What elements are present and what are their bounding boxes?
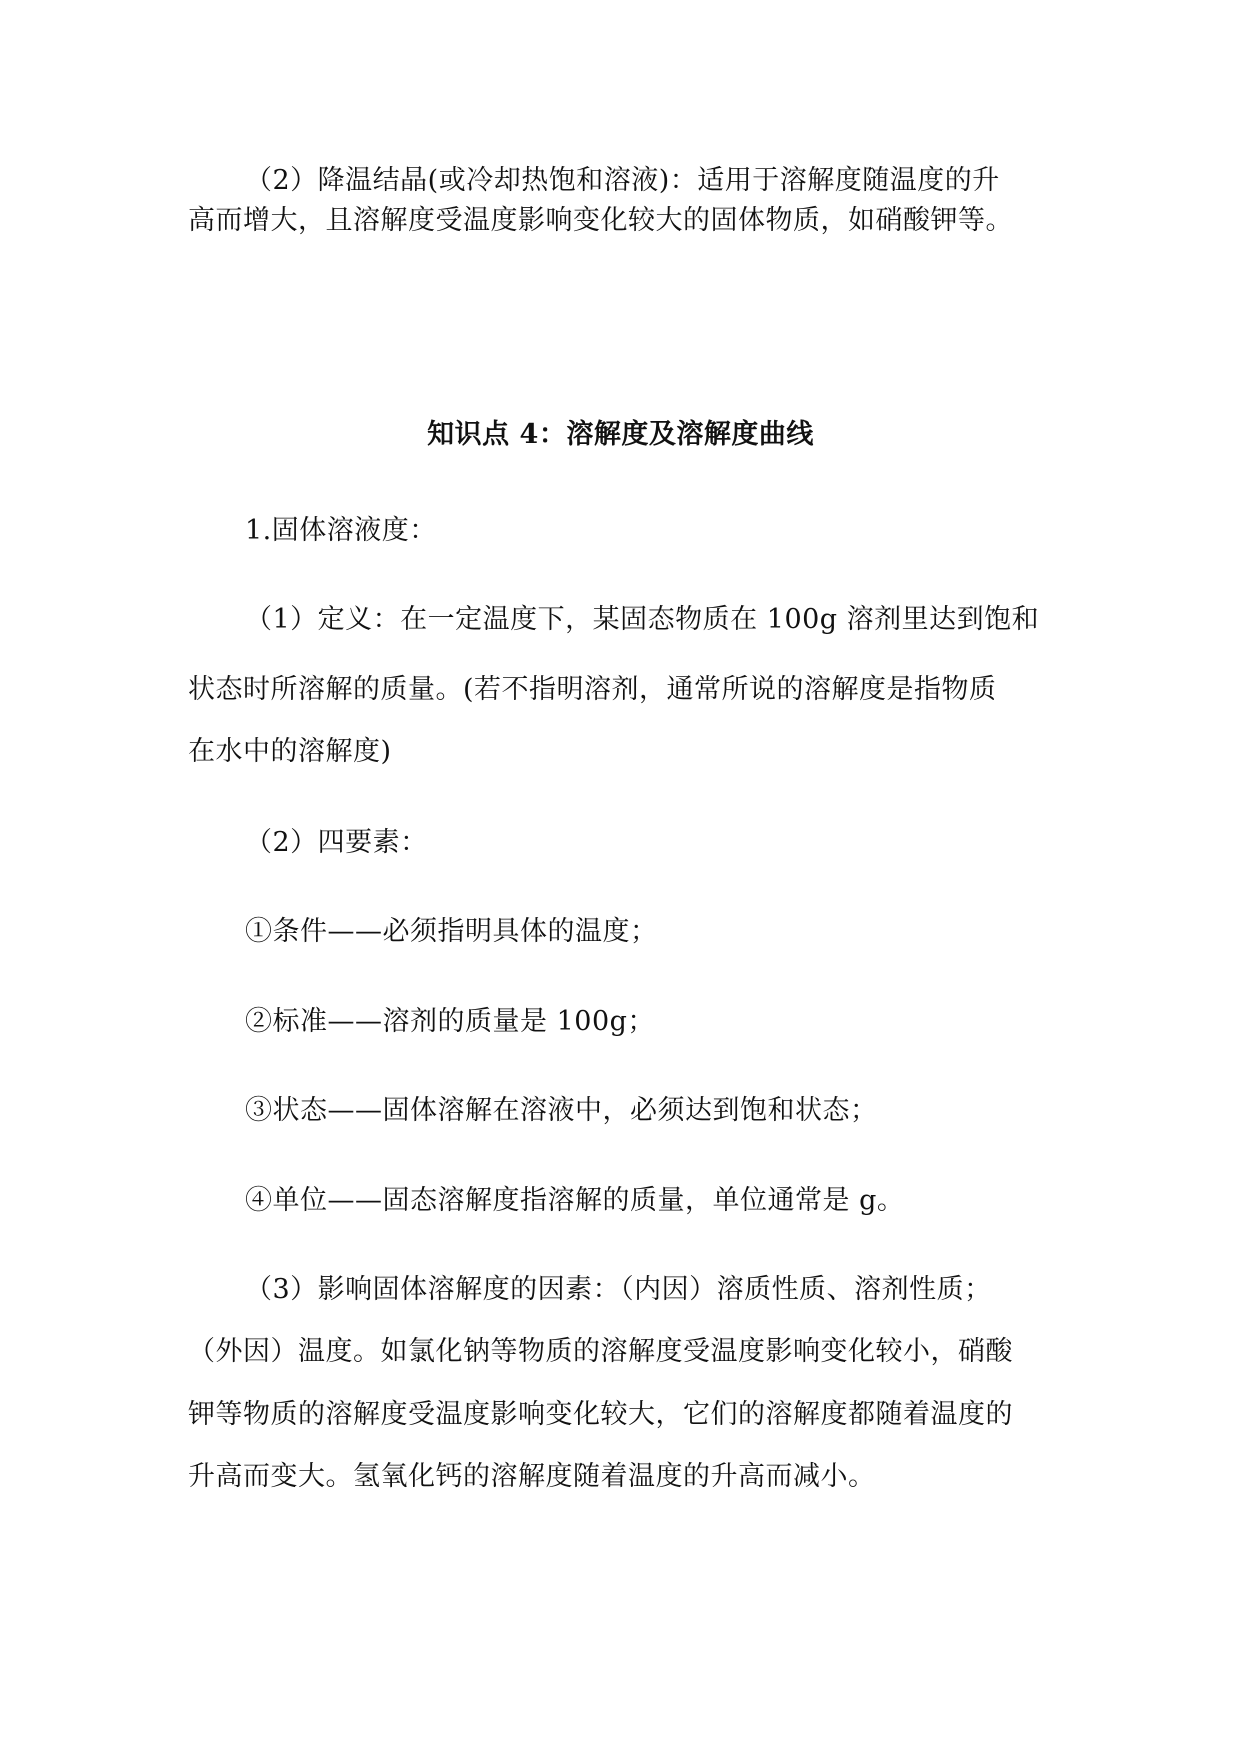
definition-line-2: 状态时所溶解的质量。(若不指明溶剂，通常所说的溶解度是指物质 — [188, 674, 997, 705]
element-unit: ④单位——固态溶解度指溶解的质量，单位通常是 g。 — [245, 1185, 905, 1216]
factors-line-3: 钾等物质的溶解度受温度影响变化较大，它们的溶解度都随着温度的 — [188, 1399, 1013, 1430]
factors-line-1: （3）影响固体溶解度的因素：（内因）溶质性质、溶剂性质； — [245, 1274, 992, 1305]
paragraph-cooling-crystallization-line-2: 高而增大，且溶解度受温度影响变化较大的固体物质，如硝酸钾等。 — [188, 205, 1013, 236]
factors-line-4: 升高而变大。氢氧化钙的溶解度随着温度的升高而减小。 — [188, 1461, 876, 1492]
factors-line-2: （外因）温度。如氯化钠等物质的溶解度受温度影响变化较小，硝酸 — [188, 1336, 1013, 1367]
definition-line-3: 在水中的溶解度) — [188, 736, 392, 767]
four-elements-title: （2）四要素： — [245, 827, 428, 858]
subsection-solid-solubility: 1.固体溶液度： — [245, 515, 437, 546]
element-state: ③状态——固体溶解在溶液中，必须达到饱和状态； — [245, 1095, 878, 1126]
element-condition: ①条件——必须指明具体的温度； — [245, 916, 658, 947]
element-standard: ②标准——溶剂的质量是 100g； — [245, 1006, 655, 1037]
section-heading: 知识点 4：溶解度及溶解度曲线 — [427, 419, 814, 450]
paragraph-cooling-crystallization-line-1: （2）降温结晶(或冷却热饱和溶液)：适用于溶解度随温度的升 — [245, 165, 1000, 196]
definition-line-1: （1）定义：在一定温度下，某固态物质在 100g 溶剂里达到饱和 — [245, 604, 1040, 635]
